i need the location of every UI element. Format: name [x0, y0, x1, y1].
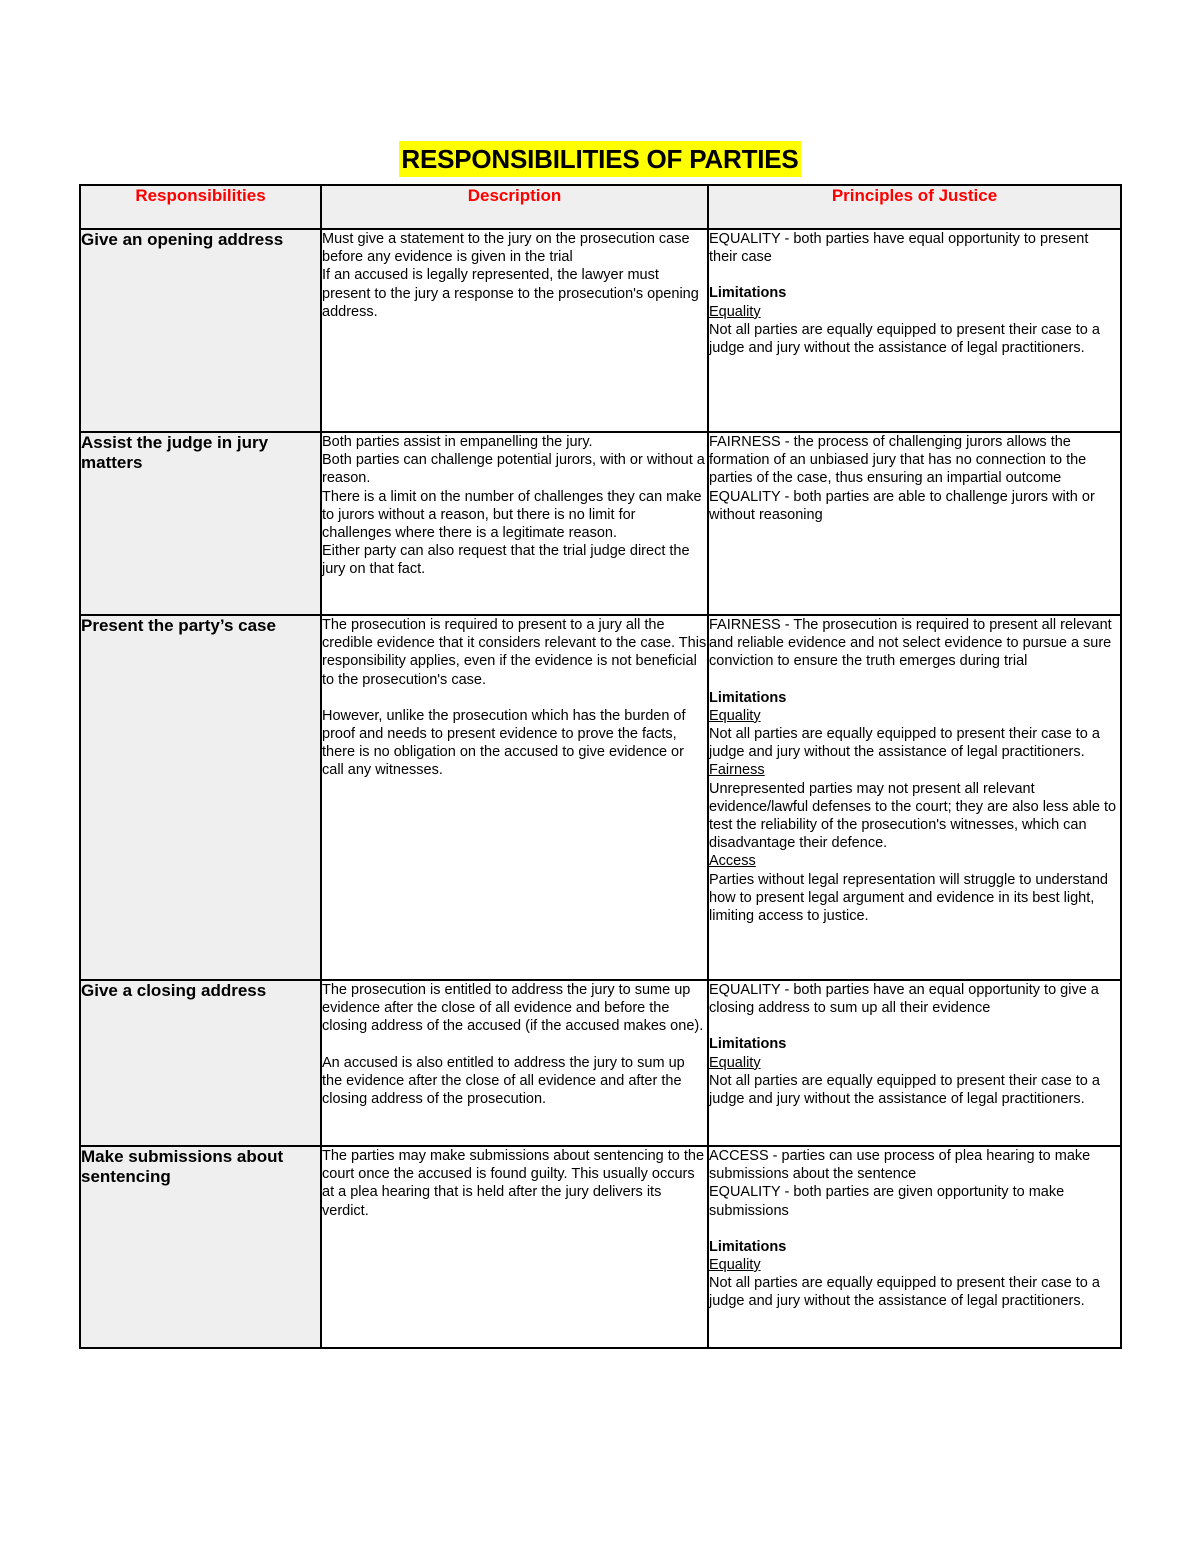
header-responsibilities: Responsibilities [80, 185, 321, 229]
limitation-name: Equality [709, 707, 761, 724]
description-cell [321, 615, 708, 980]
principle-text: EQUALITY - both parties are able to challenge jurors with or without reasoning [709, 488, 1095, 523]
limitations-heading: Limitations [709, 285, 787, 302]
responsibility-cell: Assist the judge in jury matters [80, 432, 321, 615]
principle-text: FAIRNESS - the process of challenging jurors allows the formation of an unbiased jury that has no connection to the parties of the case, thus ensuring an impartial outcome [709, 434, 1087, 487]
description-text: Must give a statement to the jury on the prosecution case before any evidence is given in the trial [322, 231, 690, 266]
description-text: An accused is also entitled to address the jury to sum up the evidence after the close of all evidence and after the closing address of the prosecution. [322, 1054, 685, 1108]
principles-cell [708, 615, 1121, 980]
description-text: However, unlike the prosecution which has the burden of proof and needs to present evidence to prove the facts, there is no obligation on the accused to give evidence or call any witnesses. [322, 707, 686, 779]
description-cell [321, 1146, 708, 1348]
limitation-name: Equality [709, 303, 761, 320]
limitation-text: Unrepresented parties may not present all relevant evidence/lawful defenses to the court; they are also less able to test the reliability of the prosecution's witnesses, which can disadvantage their defence. [709, 780, 1117, 852]
limitation-name: Access [709, 853, 756, 870]
header-principles: Principles of Justice [708, 185, 1121, 229]
page-title: RESPONSIBILITIES OF PARTIES [399, 141, 800, 177]
principles-cell [708, 980, 1121, 1146]
description-cell [321, 432, 708, 615]
header-row [80, 185, 1121, 229]
principles-cell [708, 1146, 1121, 1348]
responsibility-cell: Make submissions about sentencing [80, 1146, 321, 1348]
limitation-text: Not all parties are equally equipped to present their case to a judge and jury without the assistance of legal practitioners. [709, 1072, 1100, 1108]
limitation-text: Not all parties are equally equipped to present their case to a judge and jury without the assistance of legal practitioners. [709, 321, 1100, 357]
limitations-heading: Limitations [709, 689, 787, 706]
title-wrap [0, 141, 1200, 177]
limitation-text: Not all parties are equally equipped to present their case to a judge and jury without the assistance of legal practitioners. [709, 726, 1100, 761]
description-cell [321, 980, 708, 1146]
limitation-text: Parties without legal representation will struggle to understand how to present legal argument and evidence in its best light, limiting access to justice. [709, 871, 1108, 925]
principle-text: EQUALITY - both parties have equal opportunity to present their case [709, 231, 1089, 266]
responsibilities-table [79, 184, 1122, 1349]
description-text: The prosecution is required to present to a jury all the credible evidence that it considers relevant to the case. This responsibility applies, even if the evidence is not beneficial to the prosecution's case. [322, 617, 707, 688]
description-cell [321, 229, 708, 432]
table-row [80, 229, 1121, 432]
responsibility-cell: Present the party’s case [80, 615, 321, 980]
principle-text: FAIRNESS - The prosecution is required to present all relevant and reliable evidence and not select evidence to pursue a sure conviction to ensure the truth emerges during trial [709, 617, 1112, 670]
limitation-text: Not all parties are equally equipped to present their case to a judge and jury without the assistance of legal practitioners. [709, 1275, 1100, 1310]
principles-cell [708, 229, 1121, 432]
header-description: Description [321, 185, 708, 229]
description-text: There is a limit on the number of challenges they can make to jurors without a reason, but there is no limit for challenges where there is a legitimate reason. [322, 488, 702, 542]
limitation-name: Equality [709, 1257, 761, 1274]
principle-text: EQUALITY - both parties have an equal opportunity to give a closing address to sum up all their evidence [709, 982, 1099, 1017]
description-text: The parties may make submissions about sentencing to the court once the accused is found guilty. This usually occurs at a plea hearing that is held after the jury delivers its verdict. [322, 1148, 705, 1219]
responsibility-cell: Give an opening address [80, 229, 321, 432]
description-text: Either party can also request that the trial judge direct the jury on that fact. [322, 543, 690, 578]
table-row [80, 1146, 1121, 1348]
limitations-heading: Limitations [709, 1036, 787, 1053]
description-text: If an accused is legally represented, the lawyer must present to the jury a response to the prosecution's opening address. [322, 267, 699, 320]
principles-cell [708, 432, 1121, 615]
description-text: Both parties assist in empanelling the jury. [322, 434, 593, 450]
table-row [80, 615, 1121, 980]
limitations-heading: Limitations [709, 1238, 787, 1255]
principle-text: ACCESS - parties can use process of plea hearing to make submissions about the sentence [709, 1148, 1091, 1183]
responsibility-cell: Give a closing address [80, 980, 321, 1146]
table-row [80, 980, 1121, 1146]
limitation-name: Equality [709, 1054, 761, 1071]
description-text: Both parties can challenge potential jurors, with or without a reason. [322, 452, 705, 487]
table-row [80, 432, 1121, 615]
limitation-name: Fairness [709, 762, 765, 779]
principle-text: EQUALITY - both parties are given opportunity to make submissions [709, 1184, 1065, 1219]
description-text: The prosecution is entitled to address the jury to sume up evidence after the close of all evidence and before the closing address of the accused (if the accused makes one). [322, 982, 704, 1035]
